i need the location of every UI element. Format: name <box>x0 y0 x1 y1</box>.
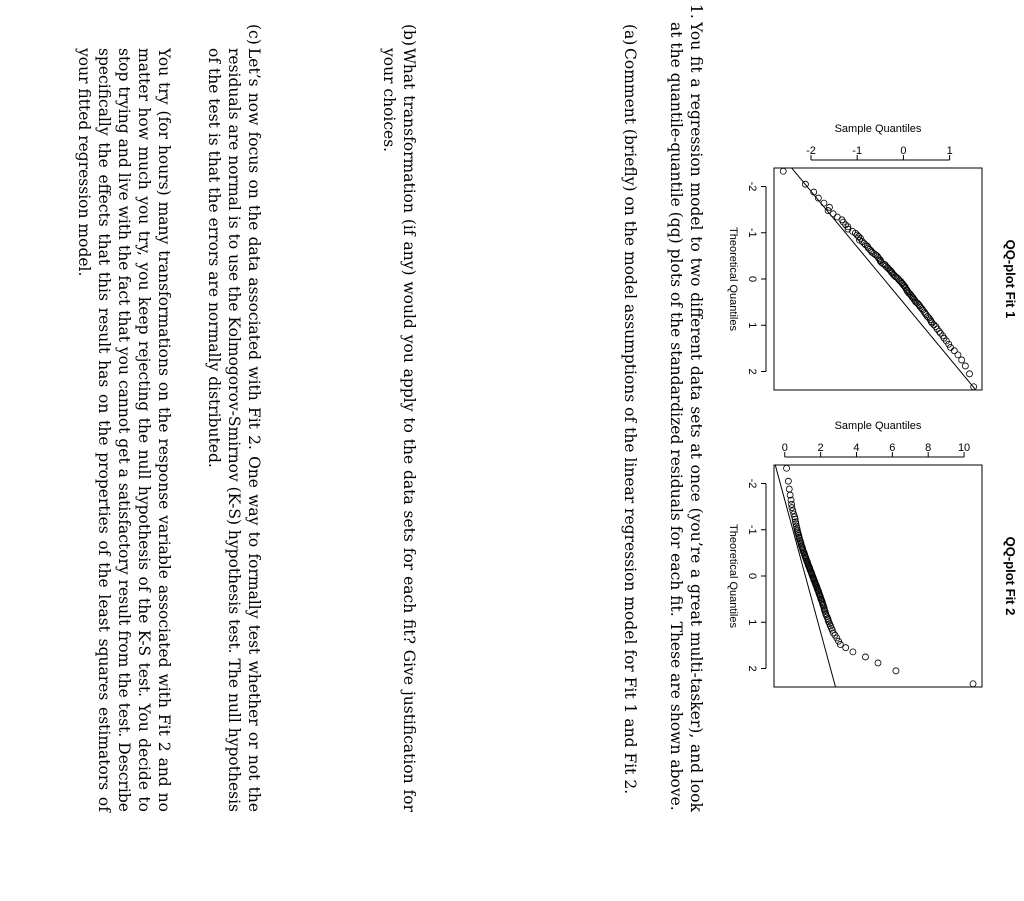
part-c-continued <box>74 48 174 812</box>
part-a <box>620 24 640 812</box>
fit2-data-point <box>875 660 881 666</box>
fit2-title: QQ-plot Fit 2 <box>1003 536 1018 616</box>
fit2-y-axis-label: Sample Quantiles <box>834 420 922 432</box>
fit2-y-tick-label: 0 <box>781 441 788 454</box>
fit1-data-point <box>830 211 836 217</box>
fit2-y-tick-label: 2 <box>817 441 824 454</box>
part-b-text: What transformation (if any) would you apply to the data sets for each fit? Give justification for your choices. <box>380 48 418 812</box>
part-b-label: (b) <box>400 24 418 47</box>
question-intro <box>666 4 706 812</box>
fit2-x-tick-label: -1 <box>746 524 758 535</box>
fit1-x-tick-label: 0 <box>746 275 758 283</box>
qq-plot-fit-2-svg <box>724 415 1024 695</box>
fit1-x-tick-label: -2 <box>746 181 758 192</box>
qq-plot-fit-1-svg <box>724 118 1024 398</box>
fit1-plot-frame <box>774 168 982 390</box>
part-b <box>379 24 419 812</box>
qq-plot-fit-1 <box>724 118 1024 398</box>
fit1-x-tick-label: 2 <box>746 368 758 375</box>
fit2-data-point <box>785 478 791 484</box>
fit1-data-point <box>821 200 827 206</box>
fit1-data-point <box>780 168 786 174</box>
fit2-x-tick-label: 0 <box>746 572 758 580</box>
fit1-reference-line <box>788 163 980 394</box>
qq-plot-fit-2 <box>724 415 1024 695</box>
fit1-x-tick-label: 1 <box>746 322 758 329</box>
part-c-text: Let’s now focus on the data associated with Fit 2. One way to formally test whether or not the residuals are normal is to use the Kolmogorov-Smirnov (K-S) hypothesis test. The null hypothesis of the test is that the errors are normally distributed. <box>205 48 263 813</box>
fit2-reference-line <box>774 460 837 691</box>
fit1-x-axis-label: Theoretical Quantiles <box>727 227 739 331</box>
fit2-y-tick-label: 10 <box>957 441 971 454</box>
fit1-y-tick-label: -2 <box>806 144 816 157</box>
fit1-data-point <box>962 363 968 369</box>
fit2-y-tick-label: 6 <box>889 441 896 454</box>
fit1-y-axis-label: Sample Quantiles <box>834 123 922 135</box>
fit1-y-tick-label: 1 <box>946 144 953 157</box>
fit2-data-point <box>862 654 868 660</box>
fit1-title: QQ-plot Fit 1 <box>1003 239 1018 319</box>
fit1-data-point <box>959 357 965 363</box>
fit1-data-point <box>967 371 973 377</box>
part-c <box>204 24 264 813</box>
fit2-y-tick-label: 4 <box>853 441 860 454</box>
part-c-continued-text: You try (for hours) many transformations on the response variable associated with Fit 2 and no matter how much you try, you keep rejecting the null hypothesis of the K-S test. You decide to stop trying and live with the fact that you cannot get a satisfactory result from the test. Describe specifically the effects that this result has on the properties of the least squares estimators of your fitted regression model. <box>75 48 173 812</box>
fit2-data-point <box>893 668 899 674</box>
fit2-data-point <box>786 486 792 492</box>
fit2-x-tick-label: 2 <box>746 665 758 672</box>
fit1-y-tick-label: 0 <box>900 144 907 157</box>
fit2-y-tick-label: 8 <box>925 441 932 454</box>
fit2-data-point <box>843 645 849 651</box>
fit1-x-tick-label: -1 <box>746 227 758 238</box>
part-c-label: (c) <box>245 24 263 45</box>
fit2-data-point <box>784 465 790 471</box>
question-number: 1. <box>687 4 705 19</box>
fit1-y-tick-label: -1 <box>852 144 863 157</box>
fit2-data-point <box>970 681 976 687</box>
fit2-x-tick-label: 1 <box>746 619 758 626</box>
part-a-label: (a) <box>621 24 639 46</box>
fit2-x-axis-label: Theoretical Quantiles <box>727 524 739 628</box>
fit2-x-tick-label: -2 <box>746 478 758 489</box>
fit2-data-point <box>850 649 856 655</box>
part-a-text: Comment (briefly) on the model assumptions of the linear regression model for Fit 1 and Fit 2. <box>621 48 639 795</box>
question-intro-text: You fit a regression model to two different data sets at once (you’re a great multi-tasker), and look at the quantile-quantile (qq) plots of the standardized residuals for each fit. These are shown above. <box>667 22 705 812</box>
